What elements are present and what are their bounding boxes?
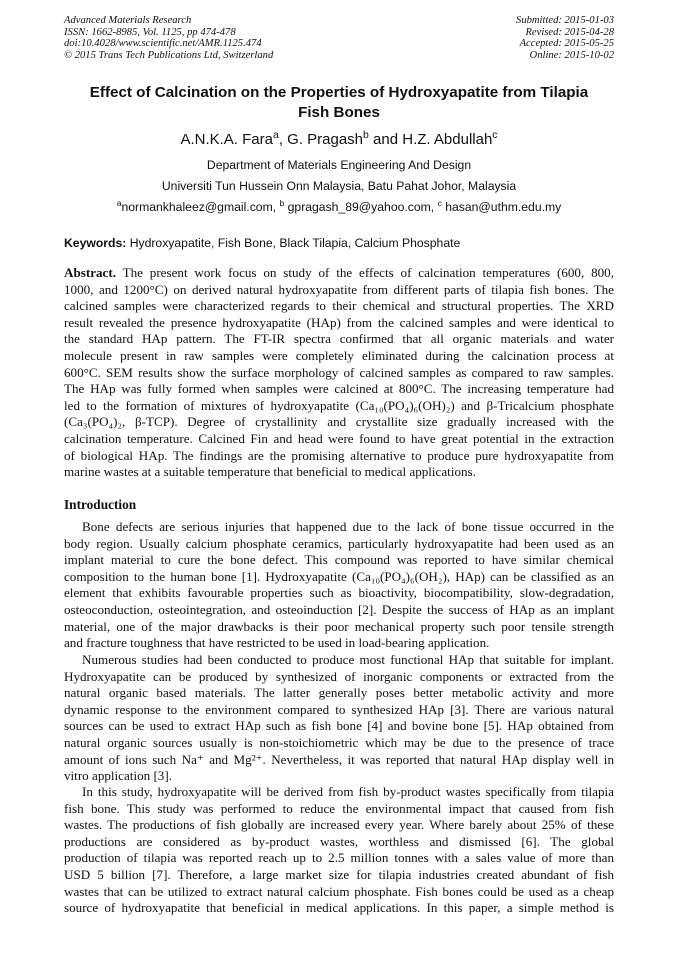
line-text: natural organic sources usually is non-stoichiometric which may be due to the presence of trace: [64, 734, 614, 750]
text-line: [64, 298, 614, 315]
author: A.N.K.A. Fara: [180, 131, 273, 148]
text-line: [64, 348, 614, 365]
copyright: © 2015 Trans Tech Publications Ltd, Switzerland: [64, 49, 274, 61]
line-text: Bone defects are serious injuries that happened due to the lack of bone tissue occurred in the: [82, 519, 614, 534]
line-text: marine wastes at a suitable temperature that beneficial to medical applications.: [64, 464, 476, 480]
line-text: natural organic based materials. The latter generally poses better metabolic activity and more: [64, 685, 614, 701]
line-text: (Ca₃(PO₄)₂, β-TCP). Degree of crystallinity and crystallite size gradually increased with the: [64, 414, 614, 430]
text-line: [64, 900, 614, 917]
text-line: [64, 414, 614, 431]
line-text: material, one of the major drawbacks is their poor mechanical property such poor tensile strength: [64, 618, 614, 634]
text-line: [64, 464, 614, 481]
journal-name: Advanced Materials Research: [64, 15, 192, 26]
email[interactable]: normankhaleez@gmail.com,: [121, 200, 280, 214]
text-line: [64, 536, 614, 553]
issn: ISSN: 1662-8985, Vol. 1125, pp 474-478: [64, 26, 236, 38]
line-text: sources can be used to extract HAp such as fish bone [4] and bovine bone [5]. HAp obtained from: [64, 718, 614, 734]
email-mark: a: [116, 197, 122, 208]
text-line: [64, 381, 614, 398]
line-text: led to the formation of mixtures of hydroxyapatite (Ca₁₀(PO₄)₆(OH)₂) and β-Tricalcium phosphate: [64, 397, 614, 413]
email-mark: c: [437, 197, 442, 208]
paragraph: [64, 519, 614, 652]
journal-info: [64, 15, 273, 61]
text-line: [64, 735, 614, 752]
text-line: [64, 850, 614, 867]
section-heading-introduction: Introduction: [64, 497, 137, 512]
dates-info: [516, 15, 614, 61]
keywords: [64, 236, 460, 250]
accepted-date: Accepted: 2015-05-25: [519, 38, 614, 50]
author-mark: a: [272, 129, 279, 141]
line-text: calcined samples were characterized regards to their chemical and structural properties. The XRD: [64, 298, 614, 314]
text-line: [64, 519, 614, 536]
line-text: Hydroxyapatite can be produced by synthesized of inorganic components or extracted from the: [64, 668, 614, 684]
author: and H.Z. Abdullah: [368, 131, 493, 148]
text-line: [64, 602, 614, 619]
email[interactable]: gpragash_89@yahoo.com,: [284, 200, 438, 214]
text-line: [64, 315, 614, 332]
text-line: [64, 817, 614, 834]
text-line: [64, 867, 614, 884]
text-line: [64, 365, 614, 382]
email[interactable]: hasan@uthm.edu.my: [441, 200, 562, 214]
text-line: [64, 685, 614, 702]
line-text: wastes. The productions of fish globally are increased every year. Where barely about 25% of these: [64, 817, 614, 833]
text-line: [64, 768, 614, 785]
text-line: [64, 784, 614, 801]
text-line: [64, 448, 614, 465]
line-text: fish bone. This study was performed to reduce the environmental impact that caused from fish: [64, 800, 614, 816]
text-line: [64, 282, 614, 299]
online-date: Online: 2015-10-02: [529, 49, 614, 61]
text-line: [64, 552, 614, 569]
emails: [40, 197, 638, 214]
doi: doi:10.4028/www.scientific.net/AMR.1125.474: [64, 38, 262, 50]
line-text: the standard HAp pattern. The FT-IR spectra confirmed that all organic materials and water: [64, 331, 614, 347]
line-text: The HAp was fully formed when samples were calcined at 800°C. The increasing temperature had: [64, 381, 614, 397]
line-text: molecule present in raw samples were completely eliminated during the calcination process at: [64, 347, 614, 363]
authors: [40, 131, 638, 148]
line-text: The present work focus on study of the effects of calcination temperatures (600, 800,: [116, 265, 614, 280]
text-line: [64, 801, 614, 818]
text-line: [64, 398, 614, 415]
abstract-label: Abstract.: [64, 265, 116, 280]
line-text: wastes that can be utilized to extract natural calcium phosphate. Fish bones could be used as a cheap: [64, 883, 614, 899]
text-line: [64, 884, 614, 901]
text-line: [64, 652, 614, 669]
text-line: [64, 569, 614, 586]
author-mark: c: [492, 129, 498, 141]
text-line: [64, 331, 614, 348]
line-text: of biological HAp. The findings are the promising alternative to produce pure hydroxyapatite from: [64, 447, 614, 463]
line-text: composition to the human bone [1]. Hydroxyapatite (Ca₁₀(PO₄)₆(OH₂), HAp) can be classified as an: [64, 568, 614, 584]
revised-date: Revised: 2015-04-28: [525, 26, 614, 38]
text-line: [64, 635, 614, 652]
paragraph: [64, 784, 614, 917]
title-line: Effect of Calcination on the Properties of Hydroxyapatite from Tilapia: [89, 84, 589, 101]
text-line: [64, 834, 614, 851]
line-text: body region. Usually calcium phosphate ceramics, particularly hydroxyapatite had been used as an: [64, 535, 614, 551]
abstract: [64, 265, 614, 481]
line-text: implant material to cure the bone defect. This compound was reported to have similar chemical: [64, 552, 614, 568]
line-text: Numerous studies had been conducted to produce most functional HAp that suitable for implant.: [82, 652, 614, 667]
text-line: [64, 619, 614, 636]
text-line: [64, 431, 614, 448]
line-text: amount of ions such Na⁺ and Mg²⁺. Nevertheless, it was reported that natural HAp display well in: [64, 751, 614, 767]
text-line: [64, 702, 614, 719]
keywords-label: Keywords:: [64, 236, 127, 250]
line-text: USD 5 billion [7]. Therefore, a large market size for tilapia industries created abundant of fish: [64, 866, 614, 882]
text-line: [64, 265, 614, 282]
line-text: vitro application [3].: [64, 768, 172, 784]
department: Department of Materials Engineering And Design: [206, 158, 472, 172]
author-mark: b: [363, 129, 369, 141]
paper-title: [40, 83, 638, 123]
line-text: productions are considered as by-product wastes, worthless and dismissed [6]. The global: [64, 833, 614, 849]
line-text: result revealed the presence hydroxyapatite (HAp) from the calcined samples and were identical to: [64, 314, 614, 330]
line-text: element that exhibits favourable properties such as bioactivity, biocompatibility, slow-degradation,: [64, 585, 614, 601]
line-text: production of tilapia was reported reach up to 2.5 million tonnes with a sales value of more than: [64, 850, 614, 866]
text-line: [64, 752, 614, 769]
author: , G. Pragash: [278, 131, 364, 148]
line-text: In this study, hydroxyapatite will be derived from fish by-product wastes specifically from tilapia: [82, 784, 614, 799]
line-text: calcination temperature. Calcined Fin and head were found to have great potential in the extraction: [64, 430, 614, 446]
paragraph: [64, 652, 614, 785]
text-line: [64, 585, 614, 602]
title-line: Fish Bones: [298, 104, 380, 121]
submitted-date: Submitted: 2015-01-03: [516, 15, 614, 26]
line-text: osteoconduction, osteointegration, and osteoinduction [2]. Despite the success of HAp as an implant: [64, 601, 614, 617]
line-text: dynamic response to the environment compared to synthesized HAp [3]. There are various natural: [64, 701, 614, 717]
line-text: and fracture toughness that have restricted to be used in load-bearing application.: [64, 635, 490, 651]
line-text: 1000, and 1200°C) on derived natural hydroxyapatite from different parts of tilapia fish bones. The: [64, 281, 614, 297]
line-text: 600°C. SEM results show the surface morphology of calcined samples as compared to raw samples.: [64, 364, 614, 380]
email-mark: b: [279, 197, 285, 208]
university: Universiti Tun Hussein Onn Malaysia, Batu Pahat Johor, Malaysia: [161, 179, 517, 193]
line-text: source of hydroxyapatite that beneficial in medical applications. In this paper, a simple method is: [64, 900, 614, 916]
keywords-text: Hydroxyapatite, Fish Bone, Black Tilapia, Calcium Phosphate: [126, 236, 461, 250]
text-line: [64, 718, 614, 735]
text-line: [64, 669, 614, 686]
